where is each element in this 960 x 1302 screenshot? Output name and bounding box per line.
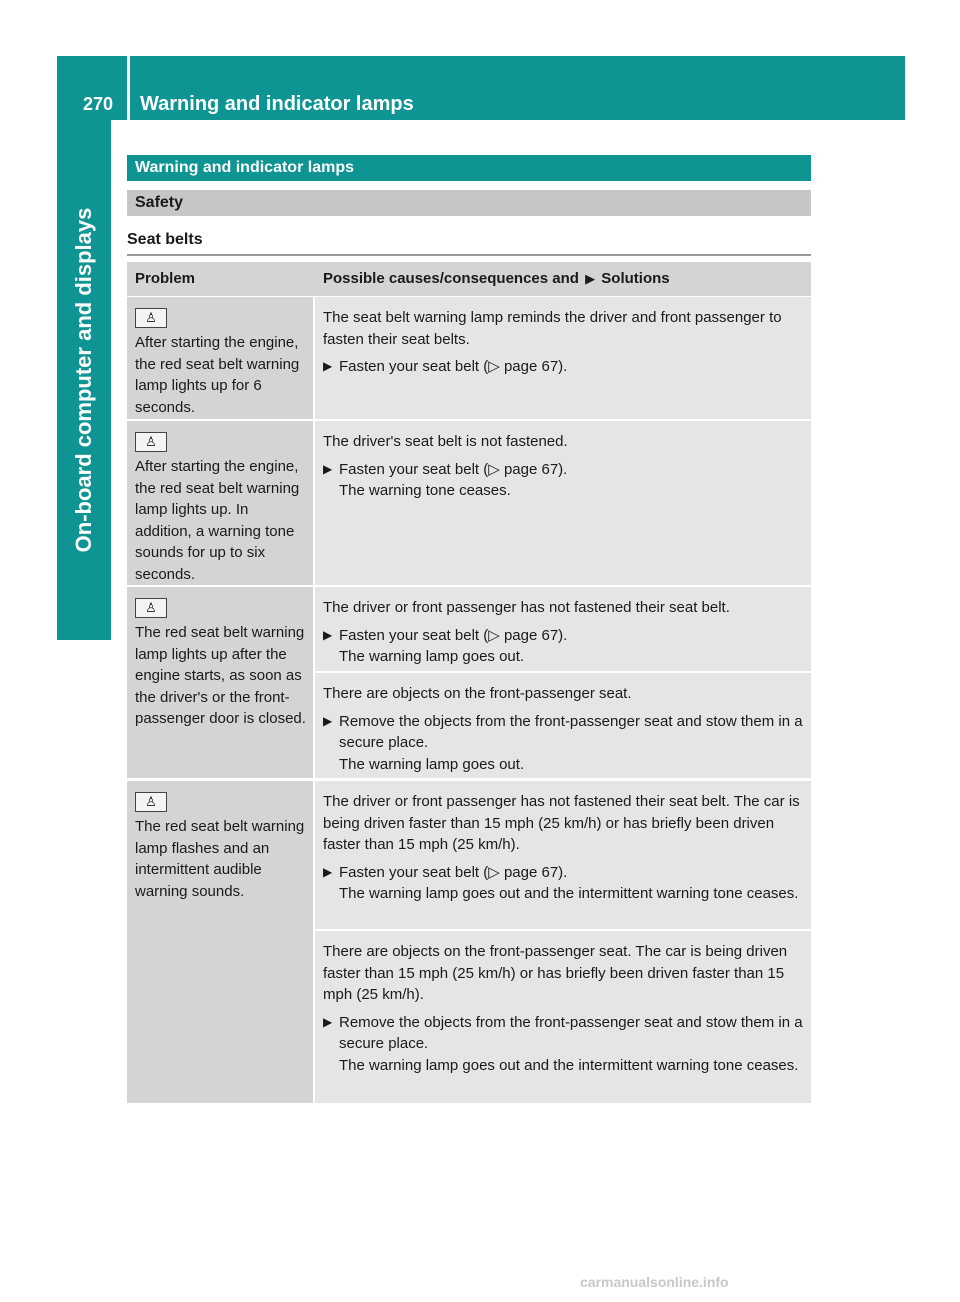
solution-cell: [315, 781, 811, 929]
action-text: Fasten your seat belt (▷ page 67).: [339, 358, 568, 375]
cause-text: The driver's seat belt is not fastened.: [323, 433, 568, 450]
solution-cell: [315, 587, 811, 671]
problem-cell: [127, 781, 313, 1103]
cause-text: There are objects on the front-passenger seat.: [323, 685, 632, 702]
action-item: [323, 459, 805, 481]
action-arrow-icon: ▶: [323, 461, 333, 476]
seat-belt-warning-icon: ♙: [135, 308, 167, 328]
problem-cell: [127, 587, 313, 778]
table-row: [127, 781, 811, 1103]
topic-heading: Seat belts: [127, 228, 811, 256]
page-number: 270: [83, 94, 114, 114]
result-text: The warning lamp goes out.: [339, 755, 525, 773]
result-text: The warning lamp goes out.: [339, 648, 525, 665]
action-item: [323, 862, 805, 884]
seat-belt-warning-icon: ♙: [135, 598, 167, 618]
table-row: [127, 587, 811, 778]
problem-text: The red seat belt warning lamp lights up after the engine starts, as soon as the driver's or the front-passenger door is closed.: [135, 624, 306, 727]
cause-text: The seat belt warning lamp reminds the driver and front passenger to fasten their seat belts.: [323, 309, 782, 348]
action-item: [323, 356, 805, 378]
table-row: [127, 297, 811, 419]
side-tab-label: On-board computer and displays: [71, 207, 96, 553]
solution-cell: [315, 297, 811, 419]
section-title: Warning and indicator lamps: [127, 155, 811, 181]
cause-text: The driver or front passenger has not fastened their seat belt.: [323, 599, 730, 616]
header-divider: [127, 56, 130, 120]
solution-cell: [315, 673, 811, 778]
seat-belt-warning-icon: ♙: [135, 432, 167, 452]
table-header: [127, 262, 811, 296]
cause-text: The driver or front passenger has not fastened their seat belt. The car is being driven faster than 15 mph (25 km/h) or has briefly been driven faster than 15 mph (25 km/h).: [323, 793, 800, 853]
action-arrow-icon: ▶: [323, 1014, 333, 1029]
action-item: [323, 625, 805, 647]
action-item: [323, 1012, 805, 1055]
footer-watermark: carmanualsonline.info: [580, 1274, 729, 1290]
cause-text: There are objects on the front-passenger seat. The car is being driven faster than 15 mph (25 km/h) or has briefly been driven faster than 15 mph (25 km/h).: [323, 943, 788, 1003]
solution-cell: [315, 931, 811, 1103]
problem-cell: [127, 421, 313, 585]
action-arrow-icon: ▶: [323, 864, 333, 879]
problem-text: The red seat belt warning lamp flashes and an intermittent audible warning sounds.: [135, 818, 305, 900]
action-arrow-icon: ▶: [323, 713, 333, 728]
problem-text: After starting the engine, the red seat belt warning lamp lights up for 6 seconds.: [135, 334, 300, 416]
action-arrow-icon: ▶: [585, 271, 596, 286]
action-text: Remove the objects from the front-passenger seat and stow them in a secure place.: [339, 1013, 803, 1052]
problem-cell: [127, 297, 313, 419]
subsection-title: Safety: [127, 190, 811, 216]
action-text: Remove the objects from the front-passenger seat and stow them in a secure place.: [339, 712, 803, 751]
header-title: Warning and indicator lamps: [140, 93, 414, 115]
result-text: The warning tone ceases.: [339, 482, 511, 499]
action-text: Fasten your seat belt (▷ page 67).: [339, 626, 568, 644]
solution-cell: [315, 421, 811, 585]
problem-text: After starting the engine, the red seat belt warning lamp lights up. In addition, a warning tone sounds for up to six seconds.: [135, 458, 300, 583]
action-arrow-icon: ▶: [323, 627, 333, 642]
seat-belt-warning-icon: ♙: [135, 792, 167, 812]
action-item: [323, 711, 805, 754]
action-text: Fasten your seat belt (▷ page 67).: [339, 460, 568, 478]
action-text: Fasten your seat belt (▷ page 67).: [339, 863, 568, 881]
result-text: The warning lamp goes out and the intermittent warning tone ceases.: [339, 1056, 799, 1074]
column-header-problem: Problem: [135, 270, 196, 287]
table-row: [127, 421, 811, 585]
action-arrow-icon: ▶: [323, 359, 333, 373]
result-text: The warning lamp goes out and the intermittent warning tone ceases.: [339, 885, 799, 902]
column-header-solutions: Possible causes/consequences and ▶ Solutions: [323, 270, 670, 287]
